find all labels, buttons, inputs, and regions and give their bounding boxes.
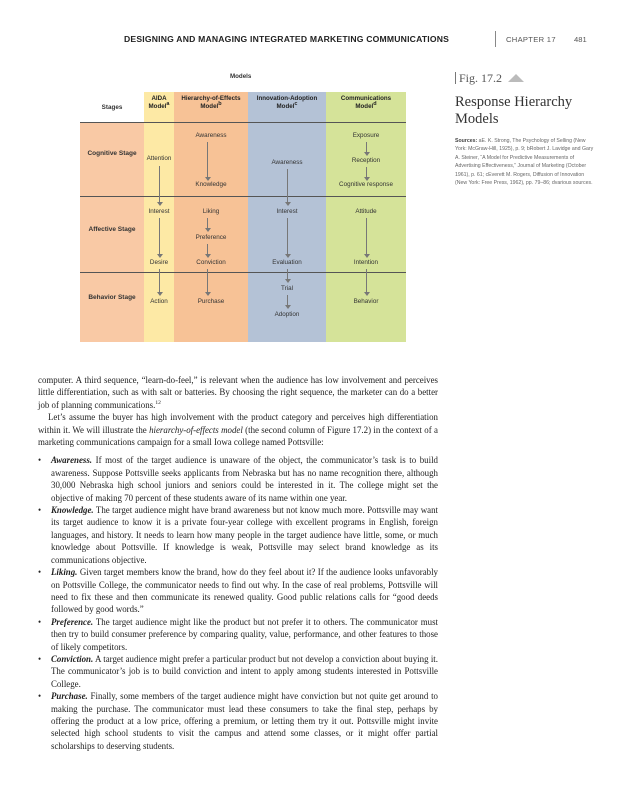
list-item: • Liking. Given target members know the brand, how do they feel about it? If the audience looks unfavorably on Pottsville College, the communicator needs to find out why. In the case of real problems, Pottsville will need to fix these and then communicate its renewed quality. Good public relations calls for “good deeds followed by good words.” xyxy=(38,566,438,616)
arrow-down xyxy=(287,218,288,254)
cell-behavior: Behavior xyxy=(353,298,379,305)
innovation-header: Innovation-Adoption Model$^c$ xyxy=(256,95,318,110)
cell-adoption: Adoption xyxy=(274,311,300,318)
arrow-down xyxy=(287,295,288,305)
figure-number: Fig. 17.2 xyxy=(455,71,595,86)
arrow-down xyxy=(207,142,208,177)
divider-header xyxy=(80,122,406,123)
list-item: • Conviction. A target audience might prefer a particular product but not develop a conviction about buying it. The communicator’s job is to build conviction and intent to apply among students interested in Pottsville College. xyxy=(38,653,438,690)
arrow-down xyxy=(207,269,208,292)
page-number: 481 xyxy=(574,35,587,44)
cell-purchase: Purchase xyxy=(197,298,225,305)
stage-cognitive: Cognitive Stage xyxy=(87,150,137,157)
chapter-label: CHAPTER 17 xyxy=(506,35,556,44)
header-divider xyxy=(495,31,496,47)
arrow-down xyxy=(207,244,208,254)
cell-interest: Interest xyxy=(148,208,170,215)
cell-exposure: Exposure xyxy=(352,132,380,139)
arrow-down xyxy=(366,218,367,254)
list-item: • Awareness. If most of the target audience is unaware of the object, the communicator’s task is to build awareness. Suppose Pottsville seeks applicants from Nebraska but has no name recognition there, although 30,000 Nebraska high school juniors and seniors could be interested in it. The college might set the objective of making 70 percent of these students aware of its name within one year. xyxy=(38,454,438,504)
stage-behavior: Behavior Stage xyxy=(88,294,136,301)
cell-liking: Liking xyxy=(202,208,220,215)
arrow-down xyxy=(366,167,367,177)
cell-cognitive-response: Cognitive response xyxy=(339,181,393,188)
bullet-list xyxy=(38,454,438,752)
cell-knowledge: Knowledge xyxy=(195,181,227,188)
arrow-down xyxy=(287,269,288,279)
triangle-icon xyxy=(508,74,524,82)
cell-trial: Trial xyxy=(280,285,293,292)
divider-cognitive-affective xyxy=(80,196,406,197)
figure-title: Response Hierarchy Models xyxy=(455,94,573,127)
paragraph: computer. A third sequence, “learn-do-feel,” is relevant when the audience has low involvement and perceives little differentiation, such as with salt or batteries. By choosing the right sequence, the marketer can do a better job of planning communications.$^{12}$ xyxy=(38,375,438,410)
cell-preference: Preference xyxy=(195,234,227,241)
arrow-down xyxy=(207,218,208,228)
models-label: Models xyxy=(230,73,252,80)
hierarchy-header: Hierarchy-of-Effects Model$^b$ xyxy=(181,95,241,110)
stage-affective: Affective Stage xyxy=(88,226,136,233)
arrow-down xyxy=(159,269,160,292)
body-text xyxy=(38,374,438,752)
list-item: • Preference. The target audience might like the product but not prefer it to others. The communicator must then try to build consumer preference by comparing quality, value, performance, and other features to those of likely competitors. xyxy=(38,616,438,653)
paragraph: Let’s assume the buyer has high involvement with the product category and perceives high differentiation within it. We will illustrate the hierarchy-of-effects model (the second column of Figure 17.2) in the context of a marketing communications campaign for a small Iowa college named Pottsville: xyxy=(38,412,438,448)
cell-awareness: Awareness xyxy=(271,159,303,166)
divider-affective-behavior xyxy=(80,272,406,273)
running-header xyxy=(0,34,623,48)
cell-attention: Attention xyxy=(146,155,172,162)
cell-attitude: Attitude xyxy=(355,208,377,215)
arrow-down xyxy=(159,218,160,254)
cell-reception: Reception xyxy=(351,157,381,164)
cell-evaluation: Evaluation xyxy=(272,259,302,266)
aida-header: AIDA Model$^a$ xyxy=(148,95,170,110)
arrow-down xyxy=(287,169,288,202)
stages-header: Stages xyxy=(101,104,123,111)
figure-sidebar xyxy=(455,71,595,187)
cell-awareness: Awareness xyxy=(195,132,227,139)
cell-desire: Desire xyxy=(149,259,169,266)
list-item: • Purchase. Finally, some members of the target audience might have conviction but not quite get around to making the purchase. The communicator must lead these consumers to take the final step, perhaps by offering the product at a low price, offering a premium, or letting them try it out. Pottsville might invite selected high school students to visit the campus and attend some classes, or it might offer partial scholarships to deserving students. xyxy=(38,690,438,752)
response-hierarchy-figure xyxy=(40,70,440,342)
cell-intention: Intention xyxy=(353,259,379,266)
arrow-down xyxy=(366,142,367,152)
communications-header: Communications Model$^d$ xyxy=(340,95,392,110)
cell-interest: Interest xyxy=(276,208,298,215)
arrow-down xyxy=(159,166,160,202)
list-item: • Knowledge. The target audience might have brand awareness but not know much more. Pottsville may want its target audience to know it is a private four-year college with excellent programs in English, foreign languages, and history. It needs to learn how many people in the target audience have little, some, or much knowledge about Pottsville. If knowledge is weak, Pottsville may select brand knowledge as its communications objective. xyxy=(38,504,438,566)
running-head-title: DESIGNING AND MANAGING INTEGRATED MARKETING COMMUNICATIONS xyxy=(124,34,450,44)
figure-sources: Sources: aE. K. Strong, The Psychology of Selling (New York: McGraw-Hill, 1925), p. 9; bRobert J. Lavidge and Gary A. Steiner, “A Model for Predictive Measurements of Advertising Effectiveness,” Journal of Marketing (October 1961), p. 61; cEverett M. Rogers, Diffusion of Innovation (New York: Free Press, 1962), pp. 79–86; dvarious sources. xyxy=(455,138,594,187)
cell-conviction: Conviction xyxy=(196,259,226,266)
arrow-down xyxy=(366,269,367,292)
cell-action: Action xyxy=(150,298,168,305)
